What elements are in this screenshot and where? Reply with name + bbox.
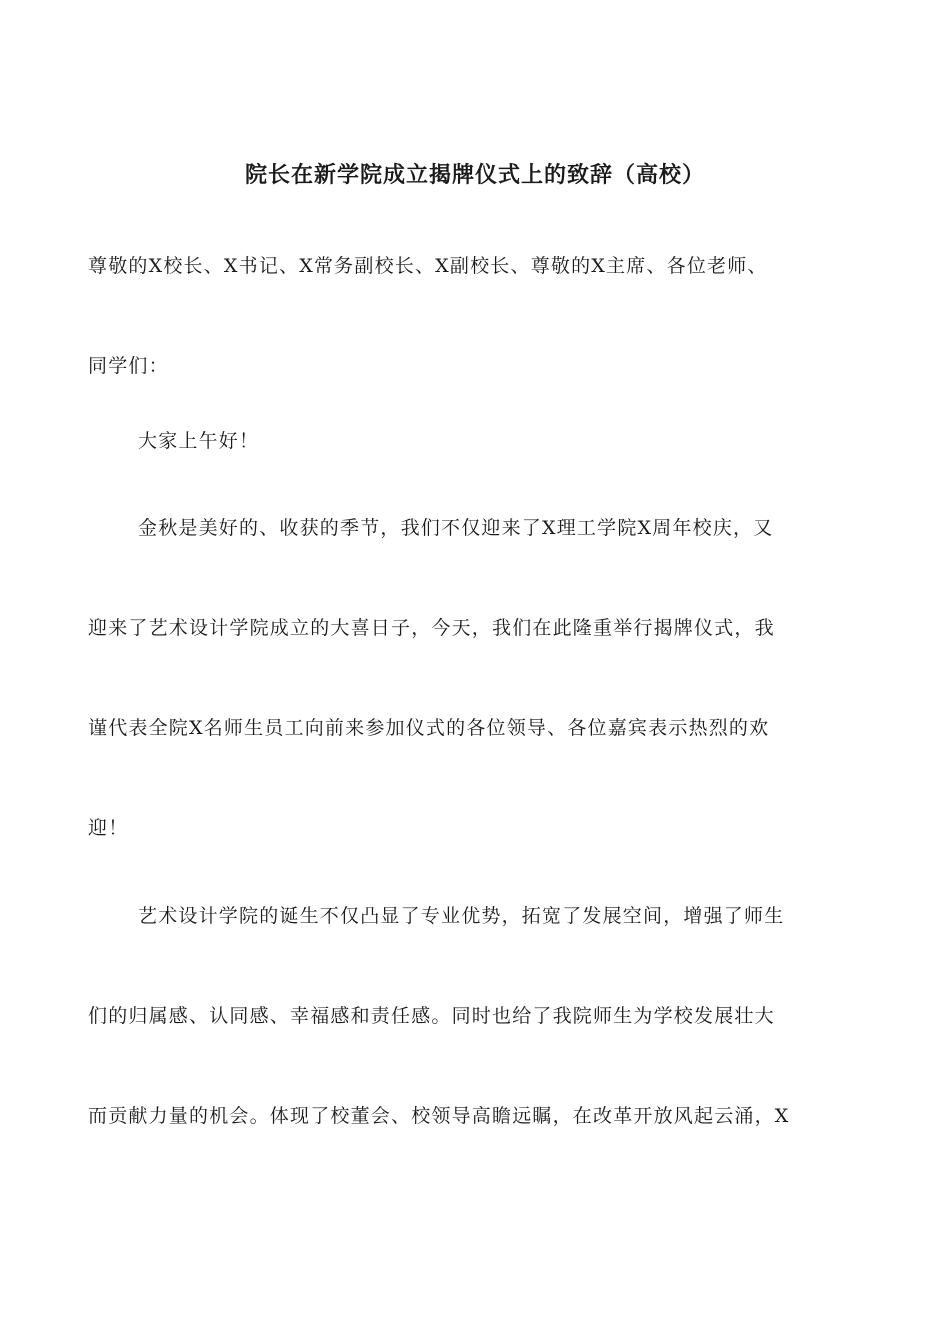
salutation-line-1: 尊敬的X校长、X书记、X常务副校长、X副校长、尊敬的X主席、各位老师、	[88, 255, 768, 277]
paragraph-1-line-4: 迎！	[88, 817, 129, 839]
paragraph-1-line-3: 谨代表全院X名师生员工向前来参加仪式的各位领导、各位嘉宾表示热烈的欢	[88, 717, 770, 739]
paragraph-1-line-1: 金秋是美好的、收获的季节，我们不仅迎来了X理工学院X周年校庆，又	[138, 517, 774, 539]
paragraph-2-line-3: 而贡献力量的机会。体现了校董会、校领导高瞻远瞩，在改革开放风起云涌，X	[88, 1105, 790, 1127]
paragraph-1-line-2: 迎来了艺术设计学院成立的大喜日子，今天，我们在此隆重举行揭牌仪式，我	[88, 617, 775, 639]
document-title: 院长在新学院成立揭牌仪式上的致辞（高校）	[244, 162, 705, 188]
paragraph-2-line-1: 艺术设计学院的诞生不仅凸显了专业优势，拓宽了发展空间，增强了师生	[138, 905, 785, 927]
salutation-line-2: 同学们：	[88, 355, 169, 377]
greeting-line: 大家上午好！	[138, 430, 260, 452]
paragraph-2-line-2: 们的归属感、认同感、幸福感和责任感。同时也给了我院师生为学校发展壮大	[88, 1005, 775, 1027]
